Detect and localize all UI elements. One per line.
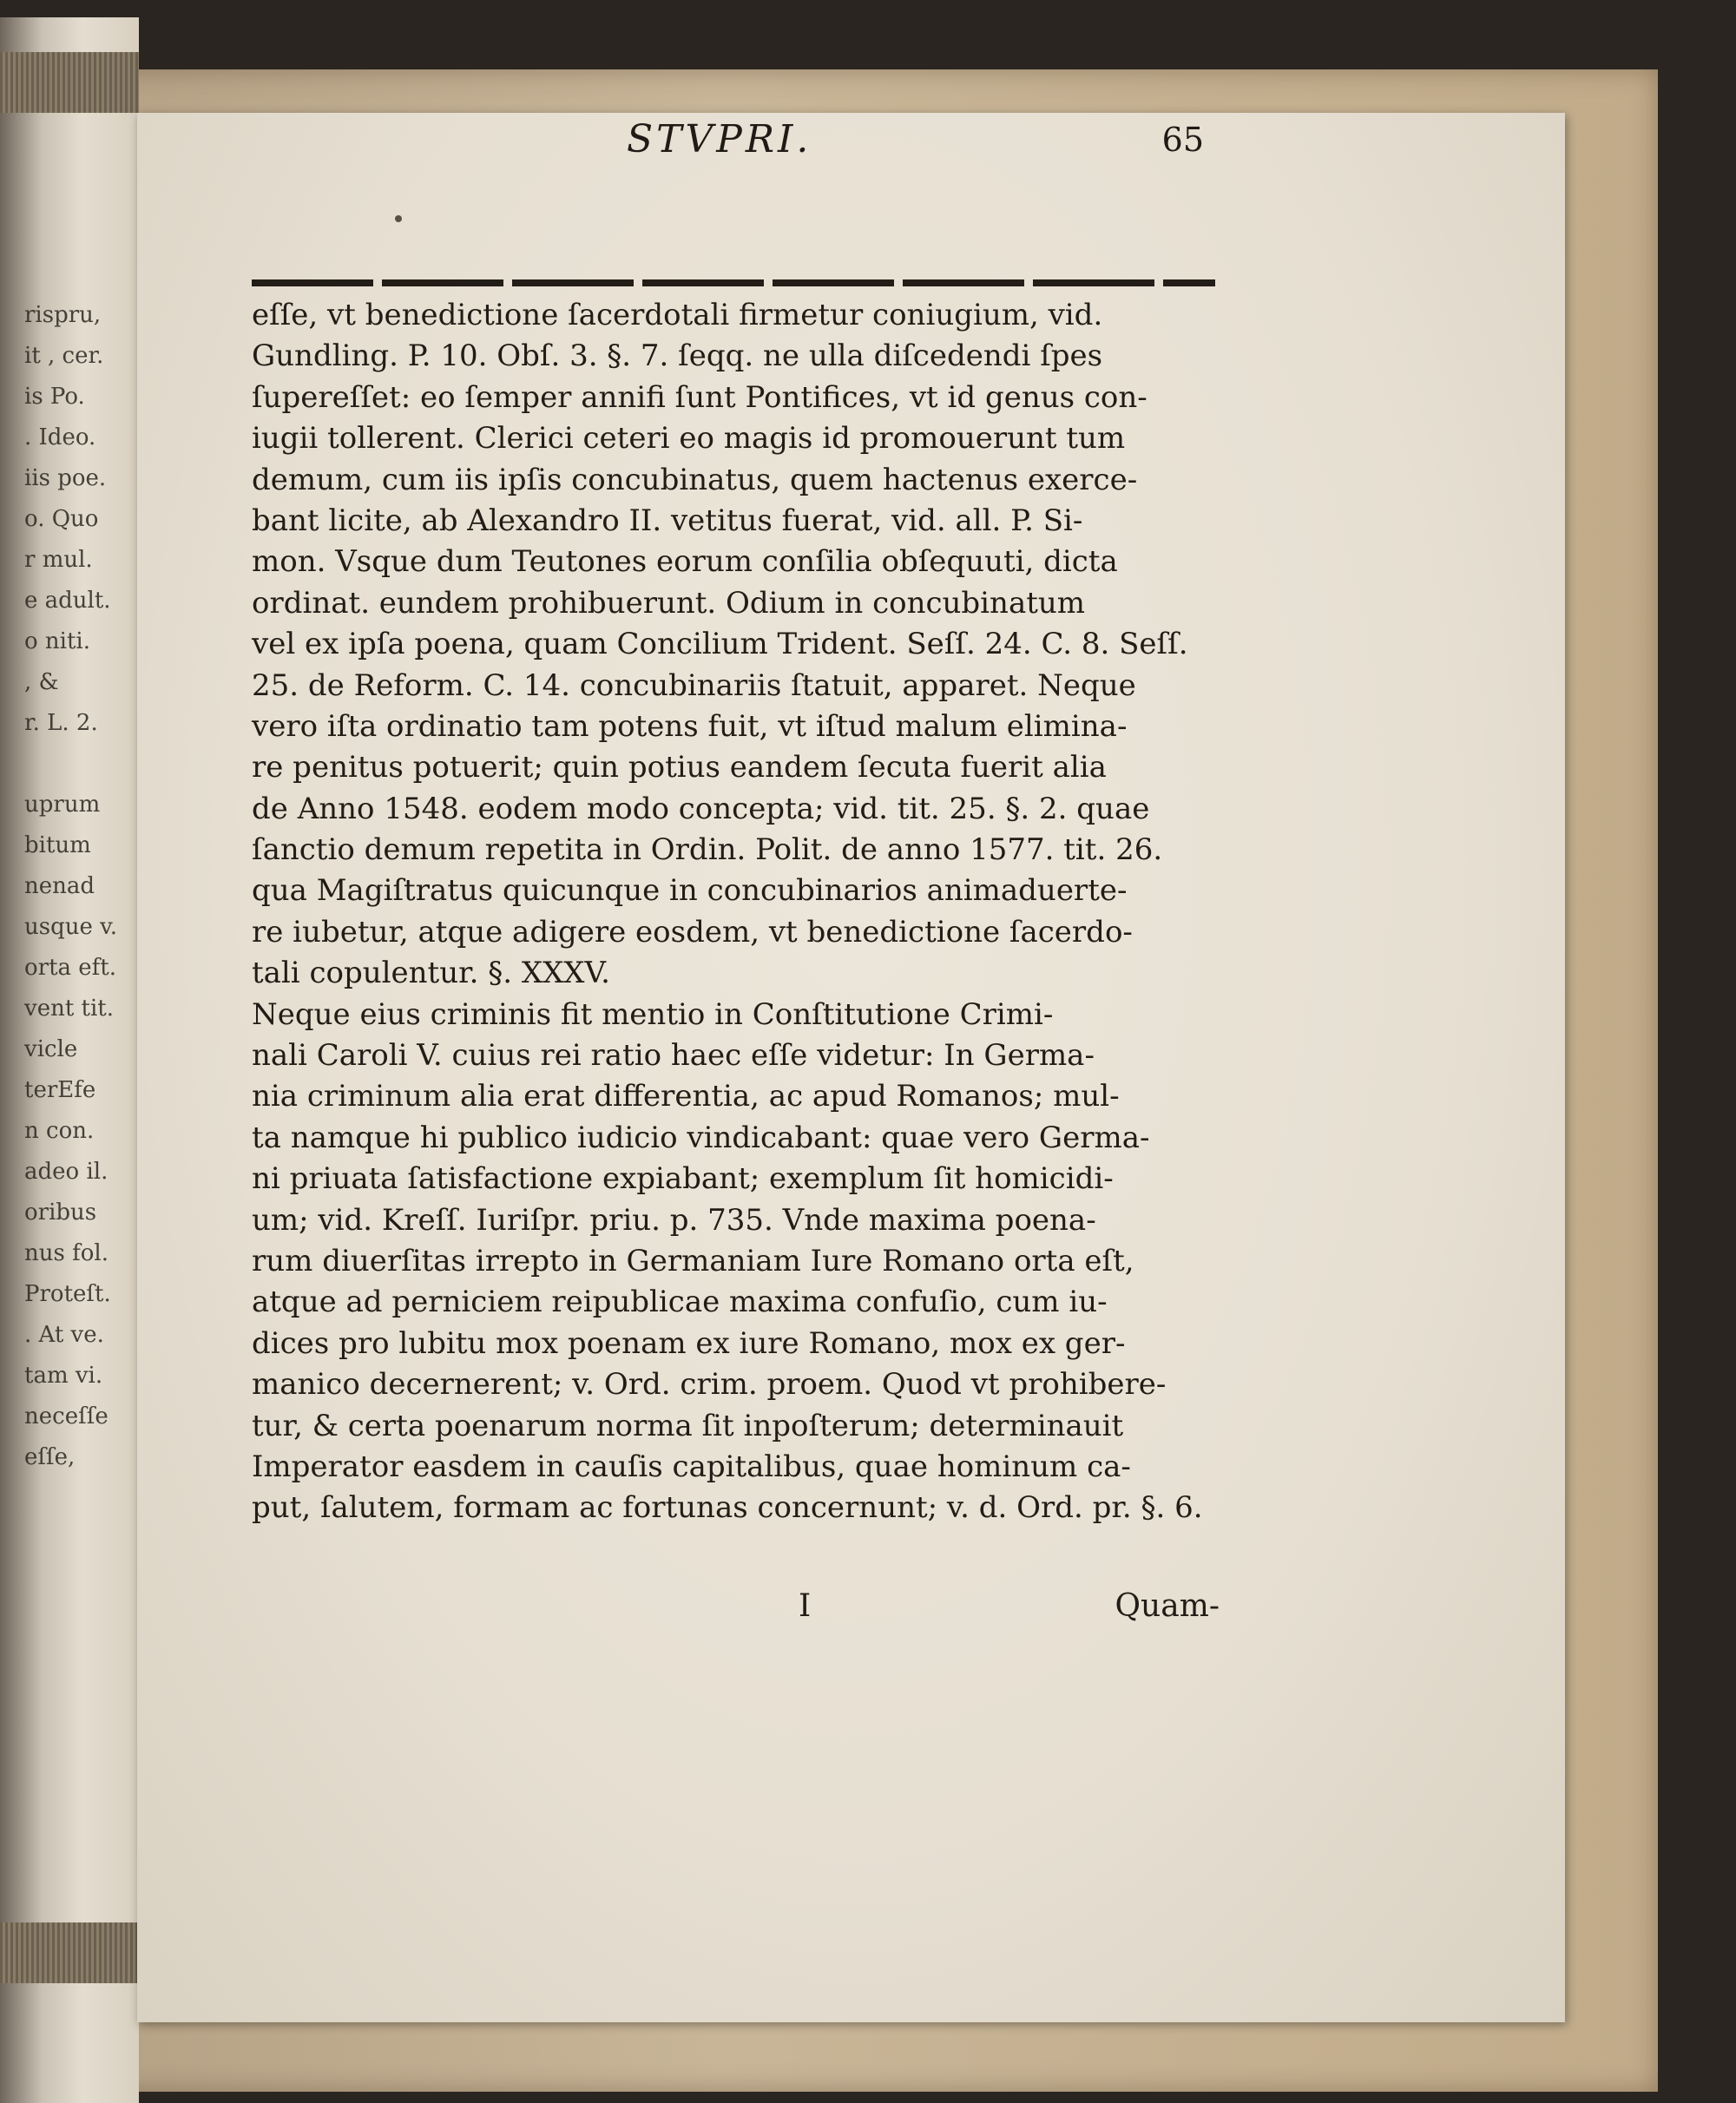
text-line: qua Magiſtratus quicunque in concubinarios animaduerte- [252, 873, 1128, 909]
fragment-line: uprum [24, 792, 101, 818]
text-line: ſanctio demum repetita in Ordin. Polit. de anno 1577. tit. 26. [252, 832, 1163, 868]
fragment-line: neceſſe [24, 1403, 108, 1429]
text-line: mon. Vsque dum Teutones eorum conſilia obſequuti, dicta [252, 544, 1118, 580]
body-text [252, 295, 1220, 1529]
fragment-line: adeo il. [24, 1159, 108, 1185]
fragment-line: vicle [24, 1036, 78, 1062]
page-header [245, 117, 1221, 169]
fragment-line: it , cer. [24, 343, 104, 369]
facing-page-fragment [0, 17, 139, 2103]
page-number: 65 [1161, 121, 1204, 159]
page-footer [252, 1588, 1220, 1630]
text-line: vero iſta ordinatio tam potens fuit, vt iſtud malum elimina- [252, 708, 1128, 744]
text-line: rum diuerſitas irrepto in Germaniam Iure Romano orta eſt, [252, 1243, 1134, 1278]
fragment-line: . At ve. [24, 1322, 104, 1348]
fragment-line: r. L. 2. [24, 710, 98, 736]
fragment-line: usque v. [24, 914, 117, 940]
text-line: atque ad perniciem reipublicae maxima confuſio, cum iu- [252, 1285, 1108, 1320]
text-line: nali Caroli V. cuius rei ratio haec eſſe videtur: In Germa- [252, 1038, 1095, 1074]
fragment-line: r mul. [24, 547, 93, 573]
text-line: vel ex ipſa poena, quam Concilium Trident. Seſſ. 24. C. 8. Seſſ. [252, 627, 1188, 662]
text-line: dices pro lubitu mox poenam ex iure Romano, mox ex ger- [252, 1325, 1126, 1361]
facing-page-text [24, 295, 139, 1478]
fragment-line: vent tit. [24, 996, 115, 1022]
text-line: ordinat. eundem prohibuerunt. Odium in concubinatum [252, 585, 1086, 621]
fragment-line: is Po. [24, 384, 85, 410]
text-line: ta namque hi publico iudicio vindicabant: quae vero Germa- [252, 1120, 1150, 1155]
text-line: um; vid. Kreſſ. Iuriſpr. priu. p. 735. Vnde maxima poena- [252, 1202, 1096, 1238]
text-line: ſupereſſet: eo ſemper annifi ſunt Pontifices, vt id genus con- [252, 379, 1147, 415]
binding-strip [0, 52, 139, 113]
fragment-line: terEfe [24, 1077, 96, 1103]
text-line: bant licite, ab Alexandro II. vetitus fuerat, vid. all. P. Si- [252, 503, 1083, 538]
fragment-line: n con. [24, 1118, 95, 1144]
fragment-line: oribus [24, 1199, 97, 1226]
text-line: tali copulentur. §. XXXV. [252, 956, 610, 991]
text-line: demum, cum iis ipſis concubinatus, quem hactenus exerce- [252, 462, 1138, 497]
text-line: re penitus potuerit; quin potius eandem ſecuta fuerit alia [252, 750, 1107, 785]
paper-speck [395, 215, 402, 222]
text-line: Neque eius criminis fit mentio in Conſtitutione Crimi- [252, 996, 1054, 1032]
text-line: re iubetur, atque adigere eosdem, vt benedictione ſacerdo- [252, 914, 1133, 950]
fragment-line: . Ideo. [24, 424, 96, 450]
text-line: put, ſalutem, formam ac fortunas concernunt; v. d. Ord. pr. §. 6. [252, 1490, 1203, 1526]
text-line: manico decernerent; v. Ord. crim. proem. Quod vt prohibere- [252, 1367, 1167, 1403]
catchword: Quam- [1115, 1588, 1220, 1624]
fragment-line: bitum [24, 832, 91, 858]
fragment-line: nenad [24, 873, 95, 899]
fragment-line: iis poe. [24, 465, 107, 491]
fragment-line: rispru, [24, 302, 102, 328]
text-line: iugii tollerent. Clerici ceteri eo magis id promouerunt tum [252, 421, 1126, 457]
binding-strip [0, 1922, 139, 1983]
signature-mark: I [799, 1588, 812, 1624]
text-line: tur, & certa poenarum norma ſit inpoſterum; determinauit [252, 1408, 1124, 1443]
text-line: Gundling. P. 10. Obſ. 3. §. 7. ſeqq. ne ulla diſcedendi ſpes [252, 338, 1103, 374]
text-line: de Anno 1548. eodem modo concepta; vid. tit. 25. §. 2. quae [252, 791, 1150, 826]
fragment-line: Proteſt. [24, 1281, 111, 1307]
fragment-line: o. Quo [24, 506, 99, 532]
text-line: 25. de Reform. C. 14. concubinariis ſtatuit, apparet. Neque [252, 667, 1136, 703]
fragment-line: o niti. [24, 628, 91, 654]
text-line: nia criminum alia erat differentia, ac apud Romanos; mul- [252, 1079, 1120, 1114]
text-line: ni priuata ſatisfactione expiabant; exemplum ſit homicidi- [252, 1161, 1114, 1197]
running-title: STVPRI. [627, 117, 812, 161]
text-line: eſſe, vt benedictione ſacerdotali firmetur coniugium, vid. [252, 298, 1103, 332]
fragment-line [24, 744, 139, 785]
fragment-line: e adult. [24, 588, 111, 614]
fragment-line: nus fol. [24, 1240, 108, 1266]
fragment-line: orta eft. [24, 955, 117, 981]
fragment-line: tam vi. [24, 1363, 103, 1389]
fragment-line: , & [24, 669, 59, 695]
text-line: Imperator easdem in cauſis capitalibus, quae hominum ca- [252, 1449, 1131, 1484]
header-rule [252, 279, 1215, 286]
fragment-line: eſſe, [24, 1444, 76, 1470]
